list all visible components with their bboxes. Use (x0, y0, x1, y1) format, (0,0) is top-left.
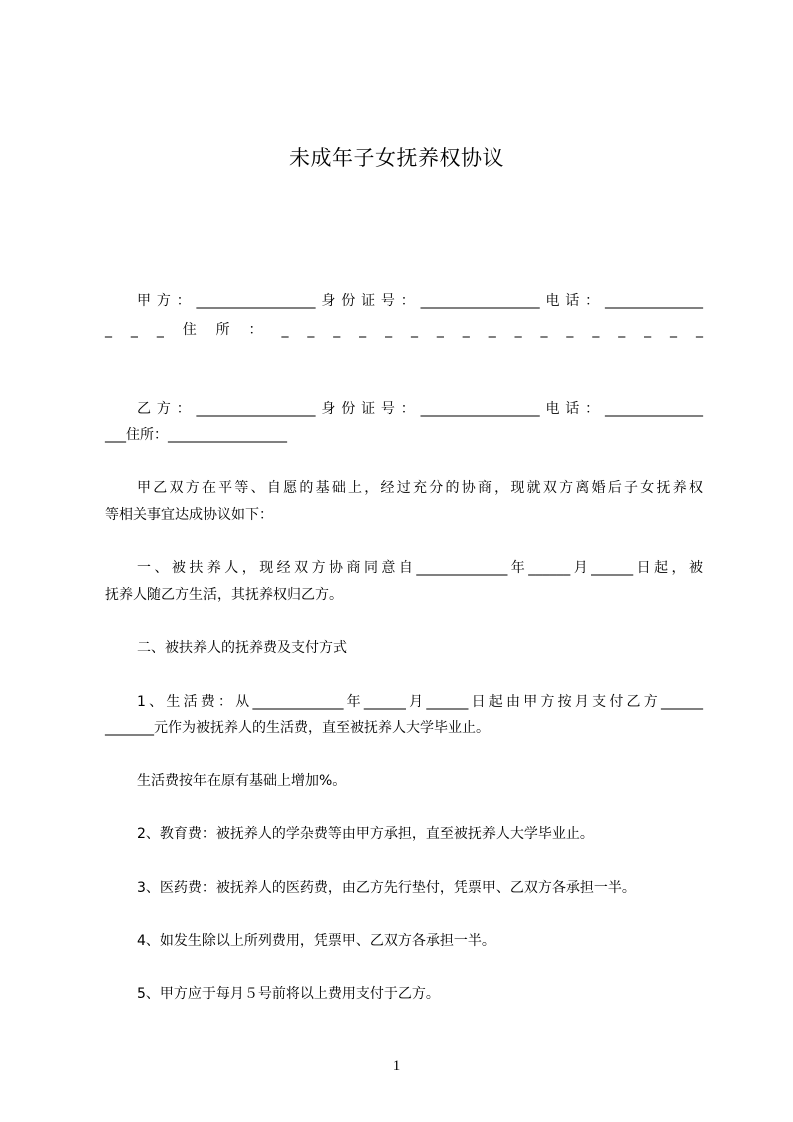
party-a-char: _ (307, 322, 315, 338)
clause-1-line-1: 一、被扶养人，现经双方协商同意自_____________年______月______日起，被 (137, 560, 703, 576)
party-a-char: 住 (182, 322, 197, 338)
party-a-char: _ (488, 322, 496, 338)
item-3: 3、医药费：被抚养人的医药费，由乙方先行垫付，凭票甲、乙双方各承担一半。 (137, 880, 636, 896)
party-a-char: ： (248, 322, 263, 338)
party-a-char: _ (618, 322, 626, 338)
party-a-char: _ (540, 322, 548, 338)
item-4: 4、如发生除以上所列费用，凭票甲、乙双方各承担一半。 (137, 933, 496, 949)
party-a-char: _ (644, 322, 652, 338)
party-b-line-1: 乙方：_________________身份证号：_________________电话：______________ (137, 401, 703, 417)
party-a-char: _ (514, 322, 522, 338)
party-a-char: _ (695, 322, 703, 338)
party-a-char: _ (333, 322, 341, 338)
item-2: 2、教育费：被抚养人的学杂费等由甲方承担，直至被抚养人大学毕业止。 (137, 826, 594, 842)
party-a-char: _ (359, 322, 367, 338)
party-a-char: _ (592, 322, 600, 338)
party-b-line-2: ___住所：_________________ (105, 427, 287, 443)
clause-1-line-2: 抚养人随乙方生活，其抚养权归乙方。 (105, 587, 343, 603)
item-1-line-1: 1、生活费：从_____________年______月______日起由甲方按月支付乙方______ (137, 694, 703, 710)
item-1-line-2: _______元作为被抚养人的生活费，直至被抚养人大学毕业止。 (105, 720, 490, 736)
page-number: 1 (392, 1058, 401, 1074)
party-a-char: _ (385, 322, 393, 338)
intro-line-1: 甲乙双方在平等、自愿的基础上，经过充分的协商，现就双方离婚后子女抚养权 (137, 480, 703, 496)
party-a-char: _ (670, 322, 678, 338)
intro-line-2: 等相关事宜达成协议如下： (105, 507, 273, 523)
document-title: 未成年子女抚养权协议 (289, 146, 504, 170)
party-a-char: _ (156, 322, 164, 338)
party-a-char: _ (105, 322, 112, 338)
item-5: 5、甲方应于每月５号前将以上费用支付于乙方。 (137, 986, 440, 1002)
clause-2-heading: 二、被扶养人的抚养费及支付方式 (137, 640, 347, 656)
party-a-char: _ (410, 322, 418, 338)
party-a-char: 所 (215, 322, 230, 338)
party-a-line-2 (105, 320, 703, 340)
party-a-char: _ (281, 322, 289, 338)
party-a-line-1: 甲方：_________________身份证号：_________________电话：______________ (137, 293, 703, 309)
party-a-char: _ (130, 322, 138, 338)
party-a-char: _ (436, 322, 444, 338)
party-a-char: _ (462, 322, 470, 338)
item-1-note: 生活费按年在原有基础上增加%。 (137, 773, 347, 789)
party-a-char: _ (566, 322, 574, 338)
